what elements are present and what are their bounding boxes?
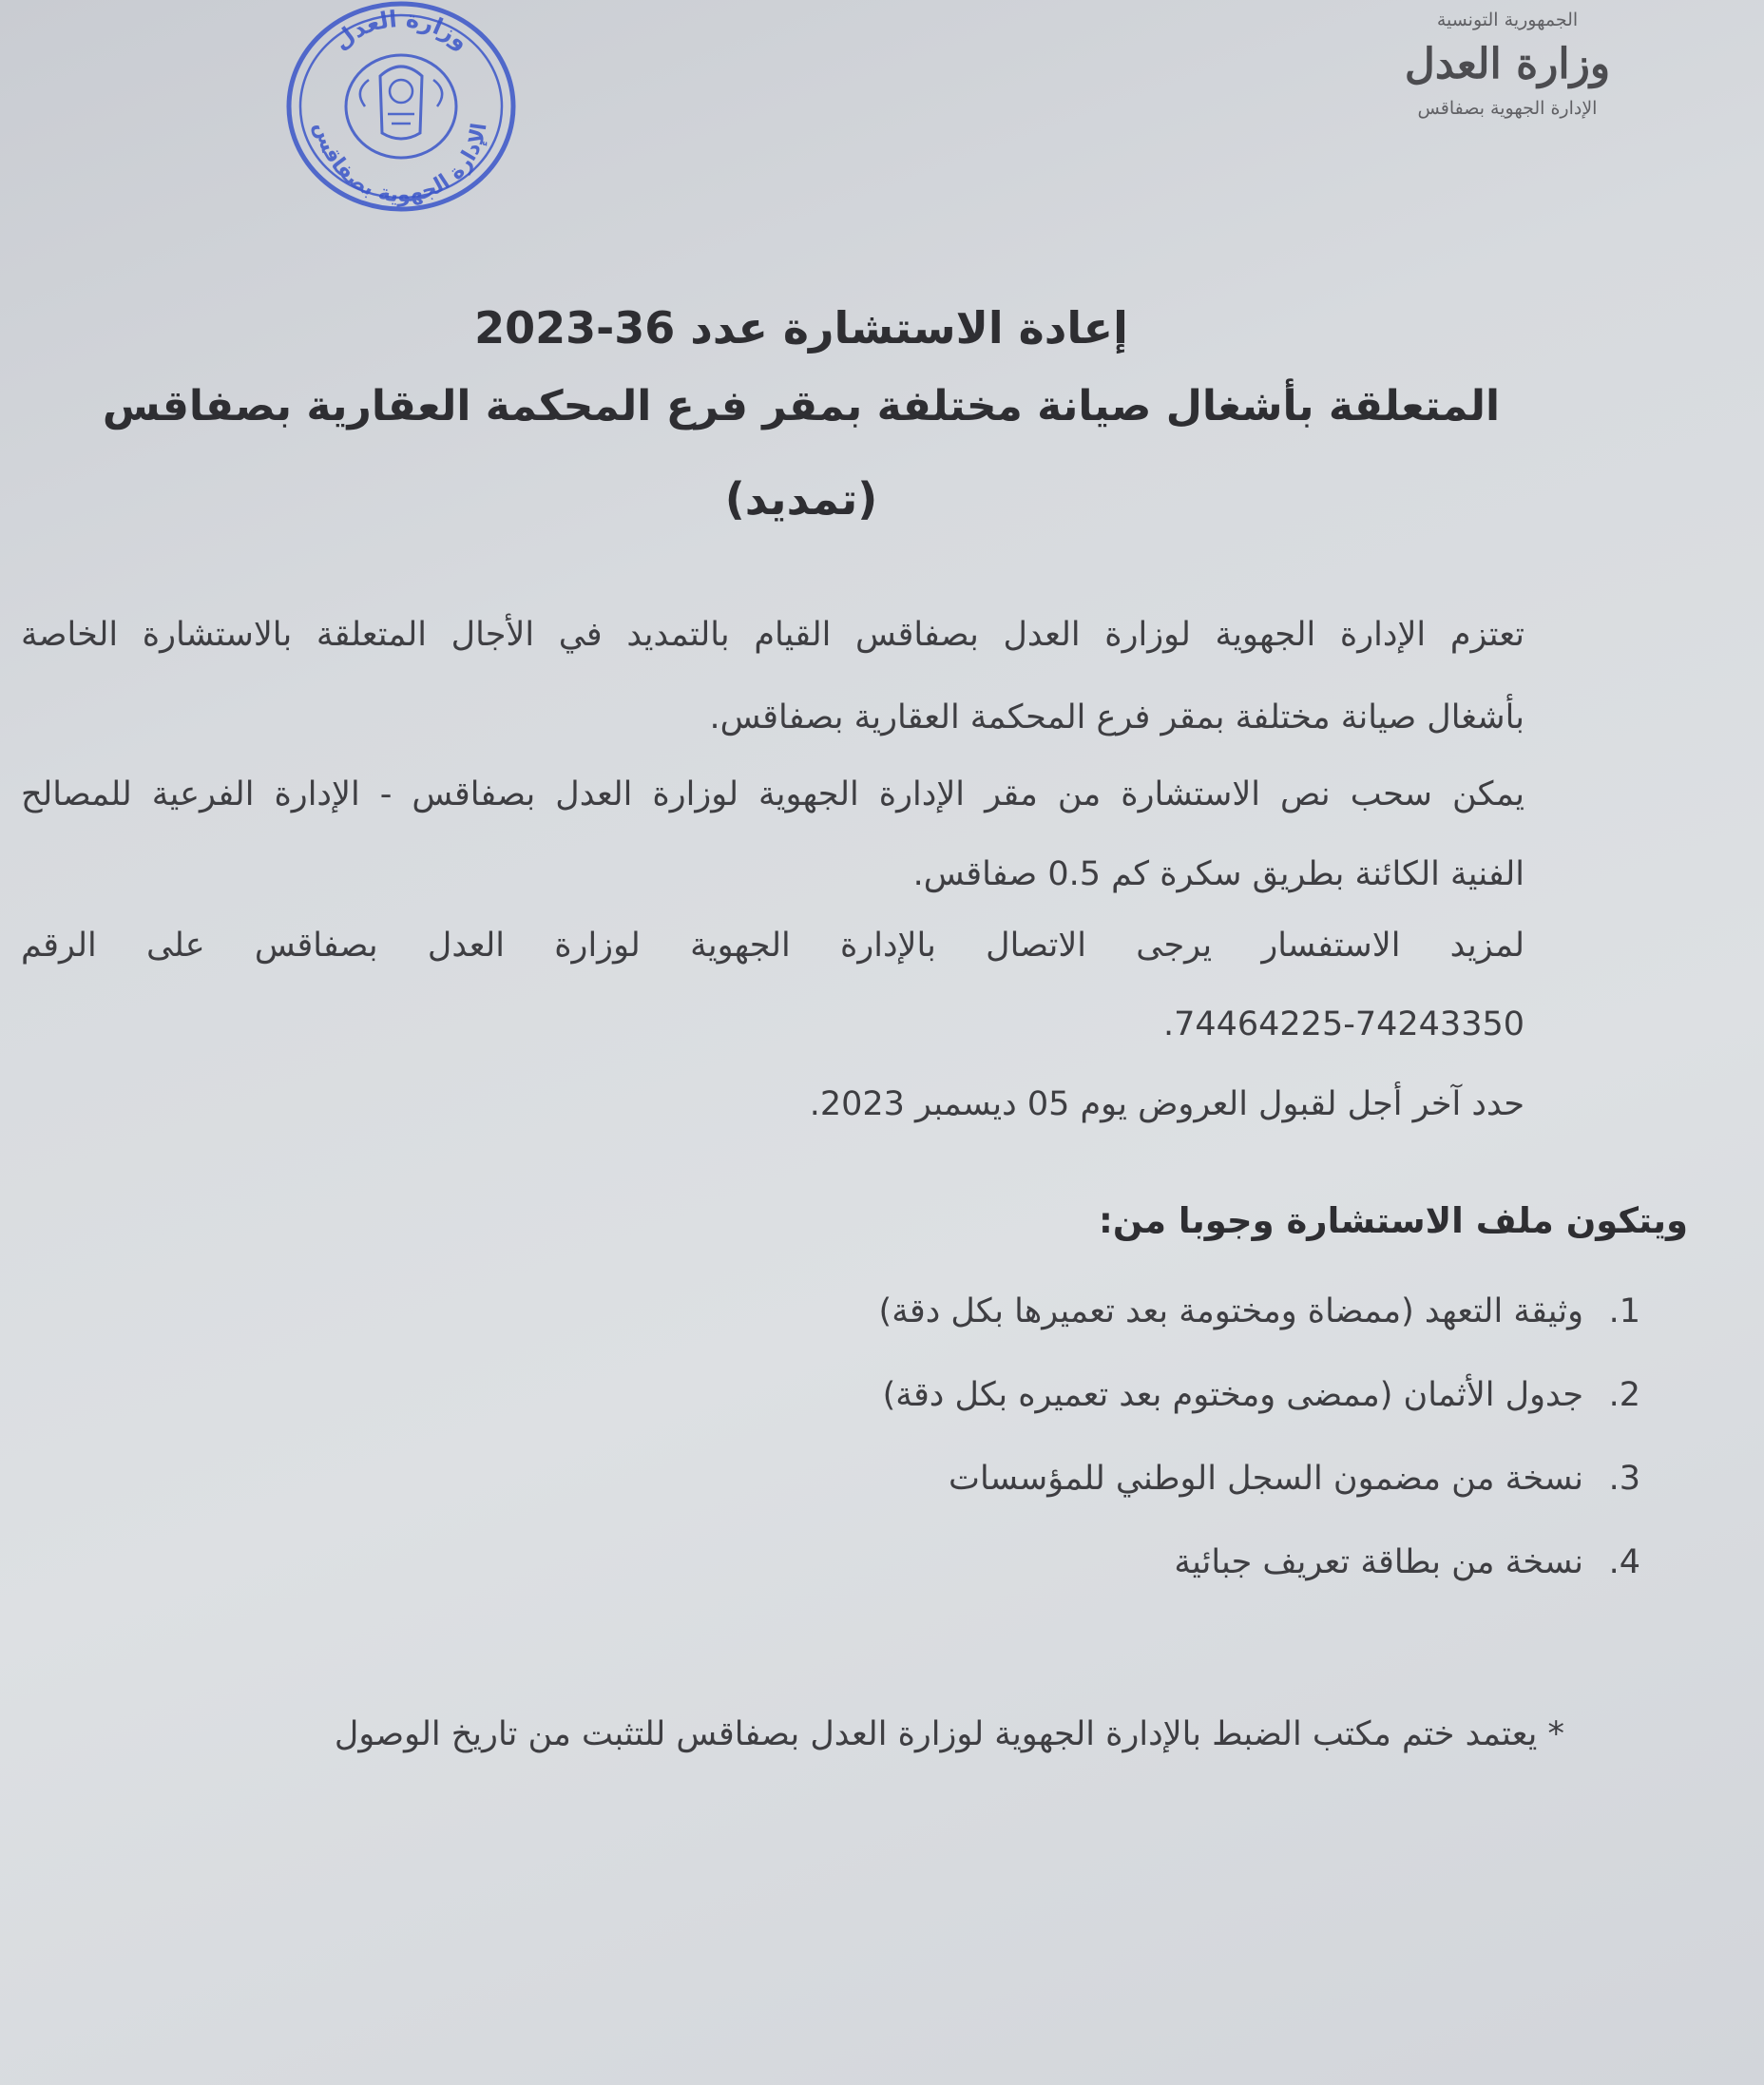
- list-item-number: 1.: [1608, 1292, 1640, 1330]
- stamp-bottom-text: الإدارة الجهوية بصفاقس: [309, 119, 492, 208]
- title-consultation-number: إعادة الاستشارة عدد 36-2023: [474, 302, 1128, 354]
- list-item-number: 4.: [1608, 1543, 1640, 1581]
- letterhead-republic: الجمهورية التونسية: [1436, 10, 1579, 30]
- list-item-text: جدول الأثمان (ممضى ومختوم بعد تعميره بكل دقة): [882, 1376, 1583, 1414]
- letterhead-regional-admin: الإدارة الجهوية بصفاقس: [1417, 98, 1598, 119]
- letterhead-ministry: وزارة العدل: [1404, 40, 1611, 88]
- documents-list: [879, 1292, 1640, 1627]
- list-item-text: وثيقة التعهد (ممضاة ومختومة بعد تعميرها بكل دقة): [878, 1292, 1583, 1330]
- svg-text:الإدارة الجهوية بصفاقس: [309, 120, 491, 207]
- body-line-2: بأشغال صيانة مختلفة بمقر فرع المحكمة العقارية بصفاقس.: [709, 698, 1524, 736]
- list-item-text: نسخة من بطاقة تعريف جبائية: [1174, 1543, 1583, 1581]
- title-extension: (تمديد): [724, 473, 878, 525]
- body-line-3: يمكن سحب نص الاستشارة من مقر الإدارة الجهوية لوزارة العدل بصفاقس - الإدارة الفرعية للمصالح: [21, 775, 1524, 813]
- footnote: * يعتمد ختم مكتب الضبط بالإدارة الجهوية لوزارة العدل بصفاقس للتثبت من تاريخ الوصول: [334, 1715, 1564, 1753]
- body-line-1: تعتزم الإدارة الجهوية لوزارة العدل بصفاقس القيام بالتمديد في الأجال المتعلقة بالاستشارة الخاصة: [21, 616, 1524, 654]
- body-line-phone-numbers: 74464225-74243350.: [1162, 1005, 1524, 1043]
- body-line-5: لمزيد الاستفسار يرجى الاتصال بالإدارة الجهوية لوزارة العدل بصفاقس على الرقم: [21, 927, 1524, 965]
- list-item-number: 2.: [1608, 1376, 1640, 1414]
- list-item: [879, 1543, 1640, 1627]
- list-item: [879, 1292, 1640, 1376]
- body-line-deadline: حدد آخر أجل لقبول العروض يوم 05 ديسمبر 2023.: [809, 1085, 1524, 1123]
- list-item: [879, 1460, 1640, 1543]
- body-line-4: الفنية الكائنة بطريق سكرة كم 0.5 صفاقس.: [912, 855, 1524, 893]
- stamp-top-text: وزارة العدل: [328, 5, 474, 55]
- official-stamp: [278, 0, 523, 217]
- list-item-text: نسخة من مضمون السجل الوطني للمؤسسات: [949, 1460, 1583, 1498]
- list-item-number: 3.: [1608, 1460, 1640, 1498]
- letterhead: [1384, 6, 1631, 172]
- title-subject: المتعلقة بأشغال صيانة مختلفة بمقر فرع المحكمة العقارية بصفاقس: [102, 382, 1501, 430]
- composition-heading: ويتكون ملف الاستشارة وجوبا من:: [1099, 1200, 1688, 1241]
- list-item: [879, 1376, 1640, 1460]
